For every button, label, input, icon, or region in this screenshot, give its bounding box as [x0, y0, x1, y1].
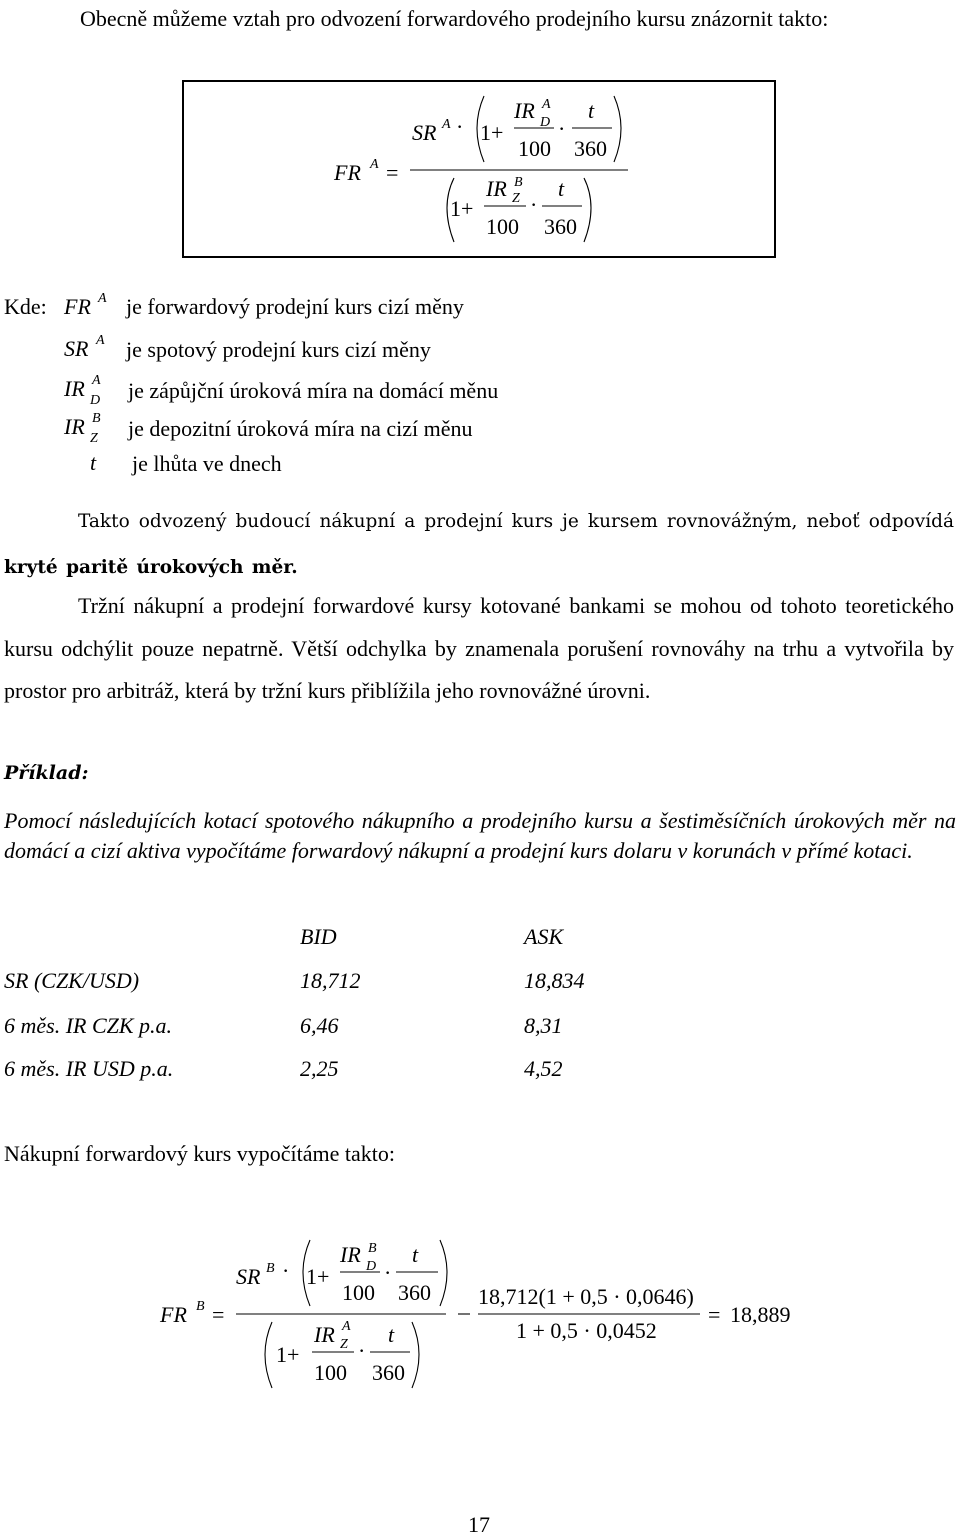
def-sym-ird: IR	[64, 376, 85, 401]
definition-symbols	[0, 284, 140, 484]
f2-den-ir: IR	[314, 1322, 335, 1347]
f2-den-left-paren	[265, 1322, 272, 1388]
num-one-plus: 1+	[480, 120, 504, 145]
f2-num-sr-sup: B	[266, 1261, 275, 1276]
formula-lhs-sup: A	[370, 157, 379, 172]
den-ir-sup: B	[514, 175, 523, 190]
formula-lhs: FR	[334, 160, 361, 185]
table-cell-bid: 18,712	[300, 968, 361, 993]
def-sym-irz: IR	[64, 414, 85, 439]
f2-num-ir: IR	[340, 1242, 361, 1267]
f2-den-ir-sup: A	[342, 1319, 351, 1334]
f2-num-ir-sub: D	[366, 1259, 377, 1274]
formula-box	[182, 80, 776, 258]
f2-num-sr: SR	[236, 1264, 261, 1289]
num-sr-sup: A	[442, 117, 451, 132]
f2-den-hundred: 100	[314, 1360, 347, 1385]
table-cell-ask: 18,834	[524, 968, 585, 993]
num-ir-sub: D	[540, 115, 551, 130]
den-t: t	[558, 176, 565, 201]
f2-lhs-sup: B	[196, 1299, 205, 1314]
den-dot: ·	[530, 192, 538, 217]
num-t: t	[588, 98, 595, 123]
f2-num-t: t	[412, 1242, 419, 1267]
den-ir: IR	[486, 176, 507, 201]
table-cell-bid: 2,25	[300, 1056, 339, 1081]
def-text-ird: je zápůjční úroková míra na domácí měnu	[128, 378, 499, 403]
num-ir: IR	[514, 98, 535, 123]
forward-sell-formula	[184, 82, 778, 260]
example-label: Příklad:	[4, 762, 89, 784]
table-row-label: 6 měs. IR USD p.a.	[4, 1056, 174, 1081]
def-sym-sr: SR	[64, 336, 89, 361]
f2-den-one-plus: 1+	[276, 1342, 300, 1367]
num-ir-sup: A	[542, 97, 551, 112]
def-sym-sr-sup: A	[96, 333, 105, 348]
f2-den-days: 360	[372, 1360, 405, 1385]
table-header-bid: BID	[300, 924, 337, 949]
den-one-plus: 1+	[450, 196, 474, 221]
f2-eq: =	[212, 1302, 225, 1327]
num-sr: SR	[412, 120, 437, 145]
paragraph-market: Tržní nákupní a prodejní forwardové kursy kotované bankami se mohou od tohoto teoretického kursu odchýlit pouze nepatrně. Větší odchylka by znamenala porušení rovnováhy na trhu a vytvořila by prostor pro arbitráž, která by tržní kurs přiblížila jeho rovnovážné úrovni.	[4, 593, 954, 703]
formula-eq: =	[386, 160, 399, 185]
def-sym-fr-sup: A	[98, 291, 107, 306]
table-header-ask: ASK	[524, 924, 564, 949]
f2-num-dot: ·	[282, 1258, 290, 1283]
f2-num-right-paren	[440, 1240, 447, 1306]
table-cell-ask: 8,31	[524, 1013, 563, 1038]
def-sym-t: t	[90, 450, 97, 475]
def-text-irz: je depozitní úroková míra na cizí měnu	[128, 416, 473, 441]
def-text-fr: je forwardový prodejní kurs cizí měny	[126, 294, 464, 319]
f2-den-expr: 1 + 0,5 · 0,0452	[516, 1318, 657, 1343]
den-ir-sub: Z	[512, 191, 520, 206]
num-hundred: 100	[518, 136, 551, 161]
page-number: 17	[468, 1512, 490, 1537]
def-sym-irz-sup: B	[92, 411, 101, 426]
f2-den-right-paren	[412, 1322, 419, 1388]
paragraph-parity-text: Takto odvozený budoucí nákupní a prodejní kurs je kursem rovnovážným, neboť odpovídá	[78, 511, 954, 532]
def-text-sr: je spotový prodejní kurs cizí měny	[126, 337, 431, 362]
den-days: 360	[544, 214, 577, 239]
num-dot: ·	[456, 114, 464, 139]
f2-den-ir-sub: Z	[340, 1337, 348, 1352]
example-text: Pomocí následujících kotací spotového nákupního a prodejního kursu a šestiměsíčních úrokových měr na domácí a cizí aktiva vypočítáme forwardový nákupní a prodejní kurs dolaru v korunách v přímé kotaci.	[4, 808, 956, 863]
f2-num-one-plus: 1+	[306, 1264, 330, 1289]
f2-den-dot: ·	[358, 1338, 366, 1363]
f2-eq2: =	[708, 1302, 721, 1327]
table-cell-bid: 6,46	[300, 1013, 339, 1038]
intro-text: Obecně můžeme vztah pro odvození forwardového prodejního kursu znázornit takto:	[80, 6, 829, 31]
den-right-paren	[584, 178, 591, 242]
f2-num-hundred: 100	[342, 1280, 375, 1305]
table-row-label: SR (CZK/USD)	[4, 968, 140, 993]
f2-num-ir-sup: B	[368, 1241, 377, 1256]
f2-num-dot2: ·	[384, 1260, 392, 1285]
forward-buy-formula	[0, 1230, 960, 1400]
parity-bold-text: kryté paritě úrokových měr.	[4, 557, 298, 578]
f2-result: 18,889	[730, 1302, 791, 1327]
f2-den-t: t	[388, 1322, 395, 1347]
table-row-label: 6 měs. IR CZK p.a.	[4, 1013, 173, 1038]
num-days: 360	[574, 136, 607, 161]
num-dot2: ·	[558, 116, 566, 141]
def-sym-ird-sup: A	[92, 373, 101, 388]
paragraph-parity	[4, 499, 954, 591]
f2-num-expr: 18,712(1 + 0,5 · 0,0646)	[478, 1284, 694, 1309]
def-text-t: je lhůta ve dnech	[132, 451, 282, 476]
table-cell-ask: 4,52	[524, 1056, 563, 1081]
def-sym-ird-sub: D	[90, 393, 101, 408]
f2-lhs: FR	[160, 1302, 187, 1327]
kde-label: Kde:	[4, 294, 47, 319]
buy-rate-intro: Nákupní forwardový kurs vypočítáme takto:	[4, 1141, 396, 1166]
den-hundred: 100	[486, 214, 519, 239]
def-sym-irz-sub: Z	[90, 431, 98, 446]
def-sym-fr: FR	[64, 294, 91, 319]
f2-num-days: 360	[398, 1280, 431, 1305]
num-right-paren	[614, 96, 621, 162]
